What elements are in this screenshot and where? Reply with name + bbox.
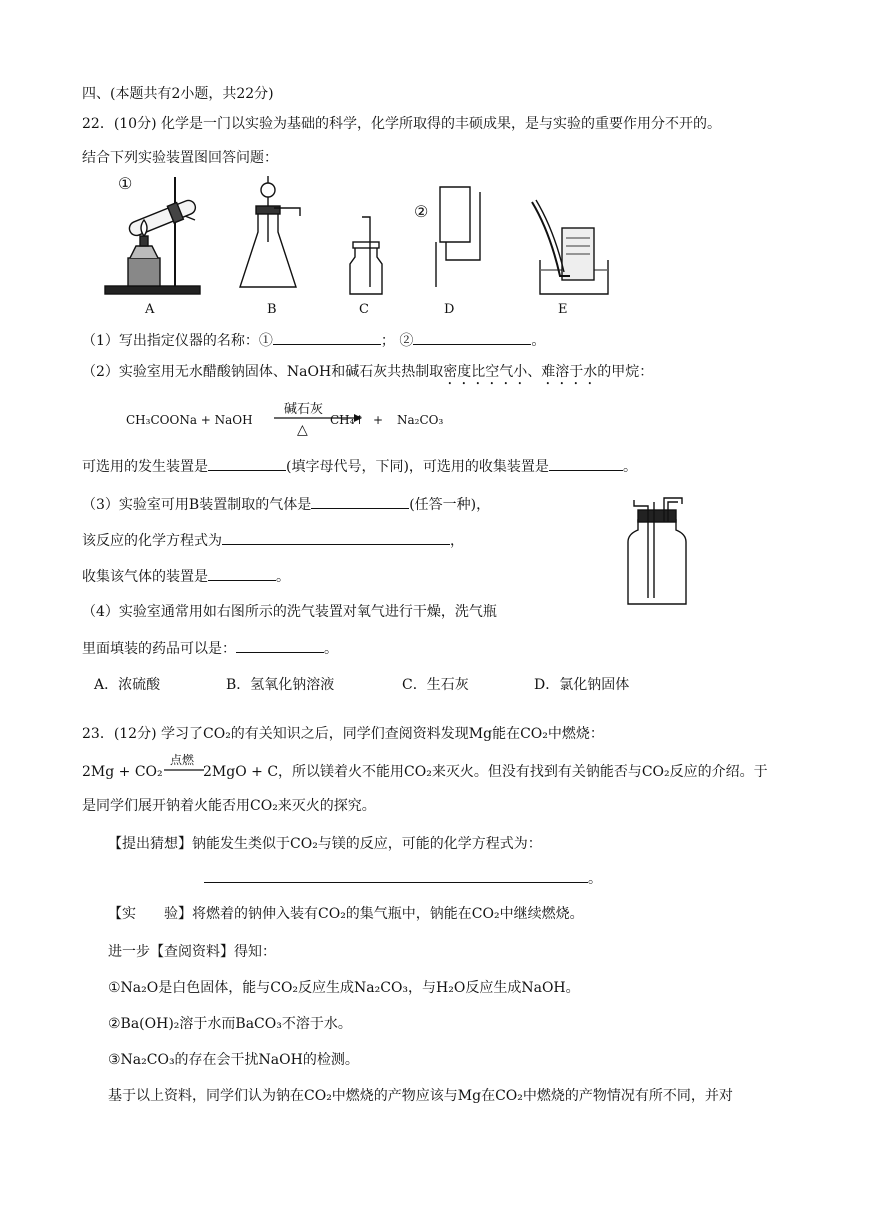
q22-part3-a-tail: (任答一种)，: [409, 497, 491, 513]
marker-2: ②: [414, 202, 429, 221]
eq-heat: △: [297, 422, 308, 438]
option-d[interactable]: D．氯化钠固体: [534, 677, 630, 693]
label-d: D: [444, 302, 455, 317]
emphasis-insoluble: 难溶于水: [541, 364, 598, 380]
q22-part3-b-text: 该反应的化学方程式为: [82, 533, 222, 549]
q22-part3-a-text: （3）实验室可用B装置制取的气体是: [82, 497, 312, 513]
q22-part2-tail: 的甲烷：: [597, 364, 654, 380]
q22-part2-q-a: 可选用的发生装置是: [82, 459, 208, 475]
q23-line1: 23．(12分) 学习了CO₂的有关知识之后，同学们查阅资料发现Mg能在CO₂中燃烧：: [82, 726, 604, 742]
q22-part1-end: 。: [531, 333, 546, 349]
q22-part4-b-text: 里面填装的药品可以是：: [82, 641, 236, 657]
blank-drying-agent[interactable]: [236, 638, 324, 653]
q22-part4-b: [82, 638, 338, 659]
blank-instrument-1[interactable]: [273, 330, 381, 345]
gas-washing-bottle: [626, 494, 690, 606]
q23-last: 基于以上资料，同学们认为钠在CO₂中燃烧的产物应该与Mg在CO₂中燃烧的产物情况有所不同，并对: [108, 1088, 733, 1104]
eq-plus: +: [373, 413, 384, 427]
q22-intro-line1: 22．(10分) 化学是一门以实验为基础的科学，化学所取得的丰硕成果，是与实验的重要作用分不开的。: [82, 116, 722, 132]
eq-na2co3: Na₂CO₃: [397, 413, 444, 427]
q22-intro-line2: 结合下列实验装置图回答问题：: [82, 150, 278, 166]
blank-generator[interactable]: [208, 456, 286, 471]
q23-eq-cond: 点燃: [170, 753, 195, 767]
q22-part1-sep: ； ②: [380, 333, 414, 349]
q23-eq-right: 2MgO + C，所以镁着火不能用CO₂来灭火。但没有找到有关钠能否与CO₂反应的介绍。于: [203, 764, 768, 780]
option-a[interactable]: A．浓硫酸: [94, 677, 161, 693]
label-c: C: [359, 302, 369, 317]
apparatus-d-drawing: [436, 187, 480, 287]
q22-part3-c: [82, 566, 290, 587]
q22-part3-b: [82, 530, 464, 551]
eq-catalyst: 碱石灰: [284, 402, 324, 417]
q22-part2-text: （2）实验室用无水醋酸钠固体、NaOH和碱石灰共热制取: [82, 364, 444, 380]
q22-part2-q-end: 。: [622, 459, 637, 475]
label-a: A: [145, 302, 155, 317]
q22-part4-a: （4）实验室通常用如右图所示的洗气装置对氧气进行干燥，洗气瓶: [82, 604, 497, 620]
q22-part3-b-tail: ，: [450, 533, 464, 549]
q23-guess-end: 。: [588, 871, 602, 887]
q22-part1: [82, 330, 545, 351]
comma: 、: [527, 364, 542, 380]
q23-further: 进一步【查阅资料】得知：: [108, 944, 276, 960]
q22-part3-c-text: 收集该气体的装置是: [82, 569, 208, 585]
q22-part3-c-tail: 。: [276, 569, 290, 585]
q23-fact2: ②Ba(OH)₂溶于水而BaCO₃不溶于水。: [108, 1016, 352, 1032]
label-e: E: [558, 302, 568, 317]
option-b[interactable]: B．氢氧化钠溶液: [226, 677, 335, 693]
blank-equation[interactable]: [222, 530, 450, 545]
marker-1: ①: [118, 174, 133, 193]
apparatus-b-drawing: [240, 176, 300, 287]
blank-gas[interactable]: [311, 494, 409, 509]
blank-guess-equation[interactable]: [204, 868, 588, 883]
emphasis-density: 密度比空气小: [443, 364, 528, 380]
blank-collector[interactable]: [549, 456, 623, 471]
apparatus-a-drawing: [105, 177, 200, 294]
option-c[interactable]: C．生石灰: [402, 677, 469, 693]
q23-eq-line: [164, 768, 206, 772]
q23-guess-answer: [204, 868, 602, 889]
q23-guess: 【提出猜想】钠能发生类似于CO₂与镁的反应，可能的化学方程式为：: [108, 836, 542, 852]
eq-ch4: CH₄↑: [330, 413, 365, 427]
q23-fact1: ①Na₂O是白色固体，能与CO₂反应生成Na₂CO₃，与H₂O反应生成NaOH。: [108, 980, 580, 996]
q22-part2-question: [82, 456, 637, 477]
blank-collect-device[interactable]: [208, 566, 276, 581]
q22-part2-q-b: (填字母代号，下同)，可选用的收集装置是: [286, 459, 549, 475]
apparatus-figure: [100, 172, 620, 302]
q23-experiment: 【实 验】将燃着的钠伸入装有CO₂的集气瓶中，钠能在CO₂中继续燃烧。: [108, 906, 584, 922]
section-heading: 四、(本题共有2小题，共22分): [82, 86, 274, 102]
q22-part3-a: [82, 494, 490, 515]
label-b: B: [267, 302, 277, 317]
q22-part1-text: （1）写出指定仪器的名称：①: [82, 333, 273, 349]
q22-part4-b-tail: 。: [324, 641, 338, 657]
q23-line3: 是同学们展开钠着火能否用CO₂来灭火的探究。: [82, 798, 376, 814]
q23-eq-left: 2Mg + CO₂: [82, 764, 163, 780]
eq-left: CH₃COONa + NaOH: [126, 413, 253, 427]
q22-part2: [82, 362, 653, 388]
q23-fact3: ③Na₂CO₃的存在会干扰NaOH的检测。: [108, 1052, 359, 1068]
blank-instrument-2[interactable]: [413, 330, 531, 345]
apparatus-e-drawing: [532, 200, 608, 294]
apparatus-c-drawing: [350, 217, 382, 294]
